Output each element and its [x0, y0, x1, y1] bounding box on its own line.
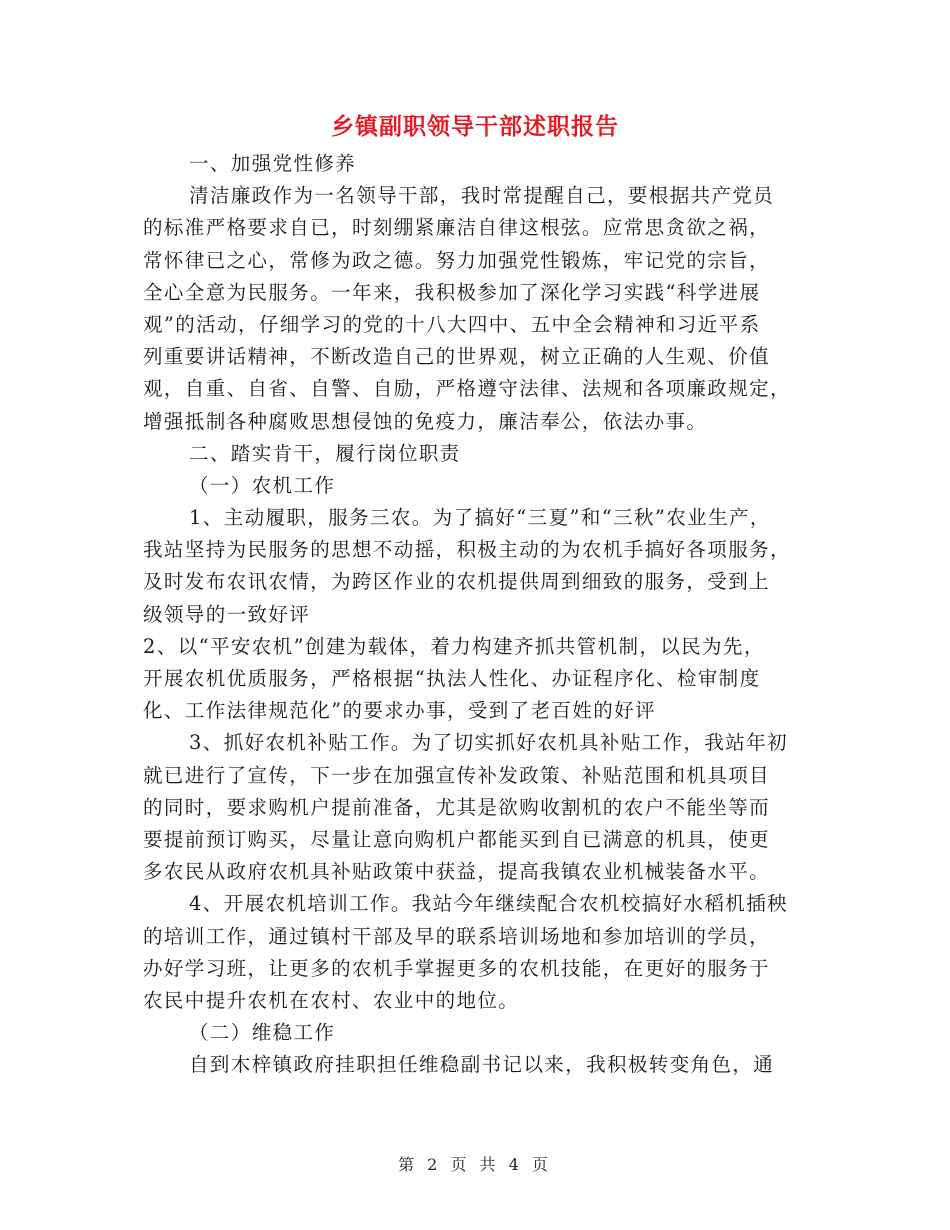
paragraph-line: 2、以“平安农机”创建为载体，着力构建齐抓共管机制，以民为先， — [143, 634, 765, 658]
paragraph-line: 观”的活动，仔细学习的党的十八大四中、五中全会精神和习近平系 — [143, 312, 761, 336]
paragraph-line: 农民中提升农机在农村、农业中的地位。 — [143, 988, 520, 1012]
paragraph-line: 我站坚持为民服务的思想不动摇，积极主动的为农机手搞好各项服务， — [143, 538, 791, 562]
paragraph-line: 清洁廉政作为一名领导干部，我时常提醒自己，要根据共产党员 — [189, 184, 775, 208]
paragraph-line: 4、开展农机培训工作。我站今年继续配合农机校搞好水稻机插秧 — [189, 892, 789, 916]
paragraph-line: 常怀律已之心，常修为政之德。努力加强党性锻炼，牢记党的宗旨， — [143, 248, 771, 272]
paragraph-line: 自到木梓镇政府挂职担任维稳副书记以来，我积极转变角色，通 — [189, 1053, 775, 1077]
paragraph-line: （一）农机工作 — [189, 473, 336, 497]
paragraph-line: 的培训工作，通过镇村干部及早的联系培训场地和参加培训的学员， — [143, 924, 771, 948]
paragraph-line: 要提前预订购买，尽量让意向购机户都能买到自已满意的机具，使更 — [143, 827, 771, 851]
paragraph-line: 二、踏实肯干，履行岗位职责 — [189, 441, 461, 465]
paragraph-line: 办好学习班，让更多的农机手掌握更多的农机技能，在更好的服务于 — [143, 956, 771, 980]
paragraph-line: 化、工作法律规范化”的要求办事，受到了老百姓的好评 — [143, 699, 656, 723]
paragraph-line: 1、主动履职，服务三农。为了搞好“三夏”和“三秋”农业生产， — [189, 506, 771, 530]
paragraph-line: 的标准严格要求自已，时刻绷紧廉洁自律这根弦。应常思贪欲之祸， — [143, 216, 771, 240]
paragraph-line: 的同时，要求购机户提前准备，尤其是欲购收割机的农户不能坐等而 — [143, 795, 771, 819]
paragraph-line: 就已进行了宣传，下一步在加强宣传补发政策、补贴范围和机具项目 — [143, 763, 771, 787]
paragraph-line: （二）维稳工作 — [189, 1021, 336, 1045]
paragraph-line: 3、抓好农机补贴工作。为了切实抓好农机具补贴工作，我站年初 — [189, 731, 789, 755]
paragraph-line: 列重要讲话精神，不断改造自己的世界观，树立正确的人生观、价值 — [143, 345, 771, 369]
paragraph-line: 级领导的一致好评 — [143, 602, 311, 626]
paragraph-line: 多农民从政府农机具补贴政策中获益，提高我镇农业机械装备水平。 — [143, 860, 771, 884]
paragraph-line: 增强抵制各种腐败思想侵蚀的免疫力，廉洁奉公，依法办事。 — [143, 409, 708, 433]
paragraph-line: 及时发布农讯农情，为跨区作业的农机提供周到细致的服务，受到上 — [143, 570, 771, 594]
paragraph-line: 开展农机优质服务，严格根据“执法人性化、办证程序化、检审制度 — [143, 667, 761, 690]
paragraph-line: 全心全意为民服务。一年来，我积极参加了深化学习实践“科学进展 — [143, 280, 761, 304]
page-footer: 第 2 页 共 4 页 — [398, 1155, 552, 1174]
paragraph-line: 一、加强党性修养 — [189, 152, 357, 175]
document-body — [0, 148, 950, 1081]
paragraph-line: 观，自重、自省、自警、自励，严格遵守法律、法规和各项廉政规定， — [143, 377, 791, 401]
document-title: 乡镇副职领导干部述职报告 — [331, 114, 619, 140]
